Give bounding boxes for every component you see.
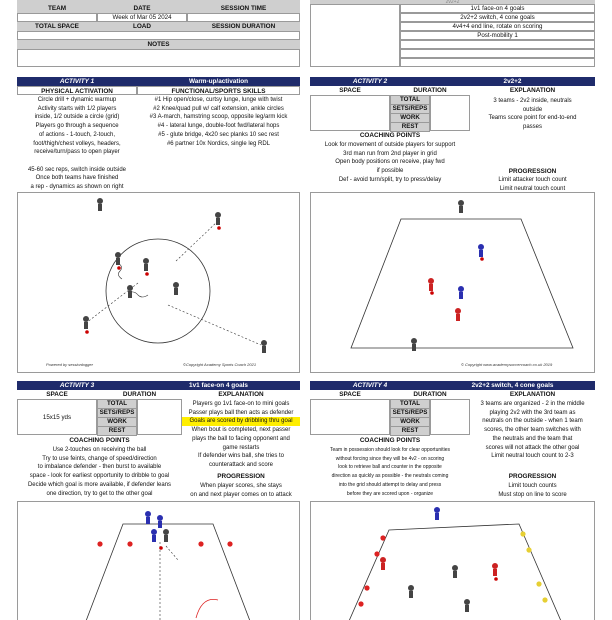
session-time-label: SESSION TIME bbox=[187, 5, 300, 13]
progression-text: Limit touch counts Must stop on line to score bbox=[498, 483, 567, 498]
total-space-label: TOTAL SPACE bbox=[17, 22, 97, 31]
physical-activation-text: Circle drill + dynamic warmup Activity starts with 1/2 players inside, 1/2 outside a circle (grid) Players go through a sequence of actions - 1-touch, 2-touch, foot/thigh/chest volleys, headers, receive/turn/pass to open player 45-60 sec reps, switch inside outside Once both teams have finished a rep - dynamics as shown on right bbox=[27, 97, 127, 191]
work-label: WORK bbox=[97, 417, 137, 427]
space-value[interactable] bbox=[310, 399, 390, 435]
player-icon bbox=[83, 198, 267, 353]
activity-title: ACTIVITY 1 bbox=[17, 77, 137, 86]
total-label: TOTAL bbox=[390, 399, 430, 409]
space-value[interactable] bbox=[310, 95, 390, 131]
activity-4-diagram[interactable] bbox=[310, 501, 595, 620]
diagram-footer: © Copyright www.academysoccercoach.co.uk 2019 bbox=[461, 362, 553, 367]
notes-label: NOTES bbox=[17, 40, 300, 49]
progression-label: PROGRESSION bbox=[508, 473, 557, 480]
coaching-points-text: Team in possession should look for clear opportunities without forcing since they will be 4v2 - on scoring look to retrieve ball and counter in the opposite direction as quickly as possible - the neutrals coming into the grid should attempt to delay and press before they are scored upon - organize bbox=[329, 447, 451, 497]
activity-name: 2v2+2 switch, 4 cone goals bbox=[430, 381, 595, 390]
space-value[interactable]: 15x15 yds bbox=[17, 399, 97, 435]
explanation-label: EXPLANATION bbox=[509, 391, 556, 398]
rest-label: REST bbox=[97, 426, 137, 436]
team-label: TEAM bbox=[17, 5, 97, 13]
progression-label: PROGRESSION bbox=[217, 473, 265, 480]
session-info-table bbox=[17, 0, 300, 72]
duration-label: DURATION bbox=[413, 87, 447, 94]
progression-text: Limit attacker touch count Limit neutral touch count bbox=[498, 177, 567, 192]
session-activity-list bbox=[310, 0, 595, 72]
coaching-points-text: Use 2-touches on receiving the ball Try to use feints, change of speed/direction to imbalance defender - then burst to available space - look for earliest opportunity to dribble to goal Decide which goal is more available, if defender leans one direction, try to get to the other goal bbox=[27, 447, 172, 497]
date-label: DATE bbox=[97, 5, 187, 13]
work-label: WORK bbox=[390, 113, 430, 123]
load-label: LOAD bbox=[97, 22, 187, 31]
activity-name: Warm-up/activation bbox=[137, 77, 300, 86]
column-header-left: PHYSICAL ACTIVATION bbox=[17, 86, 137, 95]
activity-2-diagram[interactable] bbox=[310, 192, 595, 373]
activity-name: 1v1 face-on 4 goals bbox=[137, 381, 300, 390]
activity-2-card bbox=[310, 77, 595, 373]
coaching-points-text: Look for movement of outside players for support 3rd man run from 2nd player in grid Open body positions on receive, play fwd if possible Def - avoid turn/split, try to press/delay bbox=[324, 142, 456, 183]
activity-4-card bbox=[310, 381, 595, 620]
notes-field[interactable] bbox=[17, 49, 300, 67]
list-item: 4v4+4 end line, rotate on scoring bbox=[400, 22, 595, 31]
coaching-points-label: COACHING POINTS bbox=[359, 132, 421, 139]
sets-reps-label: SETS/REPS bbox=[390, 408, 430, 418]
date-value[interactable]: Week of Mar 05 2024 bbox=[97, 13, 187, 22]
session-duration-label: SESSION DURATION bbox=[187, 22, 300, 31]
activity-title: ACTIVITY 2 bbox=[310, 77, 430, 86]
list-header-cut: 2v2+2 bbox=[310, 0, 595, 4]
functional-skills-text: #1 Hip open/close, curtsy lunge, lunge with twist #2 Knee/quad pull w/ calf extension, ankle circles #3 A-march, hamstring scoop, opposite leg/arm kick #4 - lateral lunge, double-foot fwd/lateral hops #5 - glute bridge, 4x20 sec planks 10 sec rest #6 partner 10x Nordics, single leg RDL bbox=[149, 97, 288, 147]
progression-text: When player scores, she stays on and next player comes on to attack bbox=[190, 483, 292, 498]
explanation-text: Players go 1v1 face-on to mini goals Passer plays ball then acts as defender Goals are scored by dribbling thru goal When bout is completed, next passer plays the ball to facing opponent and game restarts If defender wins ball, she tries to counterattack and score bbox=[182, 400, 300, 470]
activity-name: 2v2+2 bbox=[430, 77, 595, 86]
activity-1-diagram[interactable] bbox=[17, 192, 300, 373]
total-label: TOTAL bbox=[97, 399, 137, 409]
rest-label: REST bbox=[390, 426, 430, 436]
space-label: SPACE bbox=[339, 87, 361, 94]
coaching-points-label: COACHING POINTS bbox=[359, 437, 421, 444]
session-time-value[interactable] bbox=[187, 13, 300, 22]
total-label: TOTAL bbox=[390, 95, 430, 105]
sets-reps-label: SETS/REPS bbox=[97, 408, 137, 418]
diagram-footer-right: ©Copyright Academy Sports Coach 2021 bbox=[183, 362, 257, 367]
explanation-text: 3 teams - 2v2 inside, neutrals outside Teams score point for end-to-end passes bbox=[488, 98, 577, 131]
list-item: 1v1 face-on 4 goals bbox=[400, 4, 595, 13]
explanation-text: 3 teams are organized - 2 in the middle playing 2v2 with the 3rd team as neutrals on the outside - when 1 team scores, the other team switches with the neutrals and the team that scores will not attack the other goal Limit neutral touch count to 2-3 bbox=[480, 401, 585, 460]
activity-3-diagram[interactable] bbox=[17, 501, 300, 620]
duration-label: DURATION bbox=[413, 391, 447, 398]
space-label: SPACE bbox=[339, 391, 361, 398]
duration-label: DURATION bbox=[122, 391, 157, 398]
duration-values[interactable] bbox=[430, 95, 470, 131]
diagram-footer-left: Powered by sessionlogger bbox=[46, 362, 93, 367]
rest-label: REST bbox=[390, 122, 430, 132]
team-value[interactable] bbox=[17, 13, 97, 22]
activity-1-card bbox=[17, 77, 300, 373]
space-label: SPACE bbox=[46, 391, 68, 398]
explanation-label: EXPLANATION bbox=[509, 87, 556, 94]
work-label: WORK bbox=[390, 417, 430, 427]
duration-values[interactable] bbox=[430, 399, 470, 435]
sets-reps-label: SETS/REPS bbox=[390, 104, 430, 114]
explanation-label: EXPLANATION bbox=[218, 391, 264, 398]
coaching-points-label: COACHING POINTS bbox=[69, 437, 130, 444]
progression-label: PROGRESSION bbox=[508, 168, 557, 175]
activity-3-card bbox=[17, 381, 300, 620]
list-item: Post-mobility 1 bbox=[400, 31, 595, 40]
column-header-right: FUNCTIONAL/SPORTS SKILLS bbox=[137, 86, 300, 95]
list-item: 2v2+2 switch, 4 cone goals bbox=[400, 13, 595, 22]
session-values-row[interactable] bbox=[17, 31, 300, 40]
activity-title: ACTIVITY 3 bbox=[17, 381, 137, 390]
duration-values[interactable] bbox=[137, 399, 182, 435]
activity-title: ACTIVITY 4 bbox=[310, 381, 430, 390]
